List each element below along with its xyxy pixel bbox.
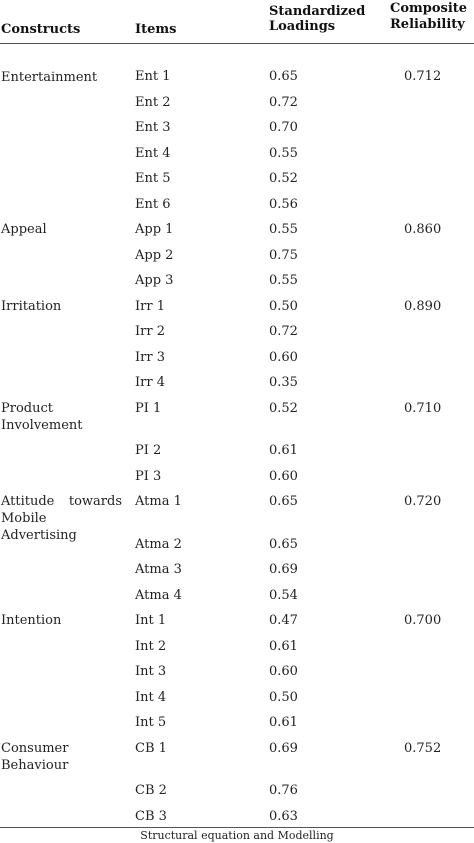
item-label: Irr 2 (135, 324, 165, 339)
header-rule (0, 43, 474, 44)
reliability-value: 0.860 (404, 222, 442, 237)
reliability-value: 0.710 (404, 401, 442, 416)
loading-value: 0.55 (269, 222, 298, 237)
construct-entertainment: Entertainment (1, 70, 98, 85)
reliability-value: 0.890 (404, 299, 442, 314)
item-label: Int 3 (135, 664, 167, 679)
construct-name-line (1, 493, 122, 510)
header-items: Items (135, 22, 177, 37)
item-label: App 2 (135, 248, 174, 263)
construct-word: Attitude (1, 494, 55, 509)
table-caption: Structural equation and Modelling (140, 829, 334, 842)
item-label: CB 2 (135, 783, 167, 798)
item-label: PI 3 (135, 469, 162, 484)
loading-value: 0.61 (269, 443, 298, 458)
item-label: Irr 3 (135, 350, 165, 365)
loading-value: 0.65 (269, 537, 298, 552)
item-label: CB 3 (135, 809, 167, 824)
item-label: Atma 4 (135, 588, 182, 603)
item-label: Atma 3 (135, 562, 182, 577)
construct-intention: Intention (1, 613, 62, 628)
loading-value: 0.72 (269, 324, 298, 339)
item-label: Ent 4 (135, 146, 171, 161)
construct-name-line: Consumer (1, 741, 69, 756)
item-label: Int 2 (135, 639, 167, 654)
loading-value: 0.60 (269, 350, 298, 365)
item-label: Int 4 (135, 690, 167, 705)
construct-name-line: Involvement (1, 418, 83, 433)
item-label: Atma 2 (135, 537, 182, 552)
loading-value: 0.55 (269, 146, 298, 161)
reliability-value: 0.752 (404, 741, 442, 756)
reliability-value: 0.720 (404, 494, 442, 509)
loading-value: 0.69 (269, 741, 298, 756)
loading-value: 0.76 (269, 783, 298, 798)
loading-value: 0.65 (269, 69, 298, 84)
item-label: Int 5 (135, 715, 167, 730)
construct-product-involvement (1, 400, 122, 434)
item-label: Atma 1 (135, 494, 182, 509)
item-label: Int 1 (135, 613, 167, 628)
item-label: Ent 3 (135, 120, 171, 135)
loading-value: 0.69 (269, 562, 298, 577)
item-label: PI 2 (135, 443, 162, 458)
item-label: App 1 (135, 222, 174, 237)
construct-consumer-behaviour (1, 740, 122, 774)
loading-value: 0.55 (269, 273, 298, 288)
item-label: Ent 6 (135, 197, 171, 212)
item-label: CB 1 (135, 741, 167, 756)
construct-name-line: Mobile Advertising (1, 511, 77, 543)
loading-value: 0.61 (269, 715, 298, 730)
loading-value: 0.35 (269, 375, 298, 390)
reliability-value: 0.712 (404, 69, 442, 84)
loading-value: 0.61 (269, 639, 298, 654)
header-loadings-line2: Loadings (269, 19, 336, 34)
loading-value: 0.75 (269, 248, 298, 263)
header-loadings-line1: Standardized (269, 4, 366, 19)
construct-word: towards (68, 494, 122, 509)
construct-appeal: Appeal (1, 222, 47, 237)
loading-value: 0.60 (269, 664, 298, 679)
construct-name-line: Behaviour (1, 758, 69, 773)
loading-value: 0.50 (269, 299, 298, 314)
construct-name-line: Product (1, 401, 53, 416)
loading-value: 0.54 (269, 588, 298, 603)
header-constructs: Constructs (1, 22, 81, 37)
loading-value: 0.65 (269, 494, 298, 509)
construct-irritation: Irritation (1, 299, 62, 314)
loading-value: 0.47 (269, 613, 298, 628)
table-bottom-rule (0, 827, 474, 828)
item-label: Irr 1 (135, 299, 165, 314)
construct-attitude-mobile-advertising (1, 493, 122, 544)
loading-value: 0.72 (269, 95, 298, 110)
item-label: Ent 1 (135, 69, 171, 84)
item-label: App 3 (135, 273, 174, 288)
loading-value: 0.52 (269, 401, 298, 416)
loading-value: 0.70 (269, 120, 298, 135)
header-reliability-line2: Reliability (390, 17, 465, 32)
loading-value: 0.60 (269, 469, 298, 484)
loading-value: 0.56 (269, 197, 298, 212)
header-reliability-line1: Composite (390, 1, 468, 16)
loading-value: 0.50 (269, 690, 298, 705)
loading-value: 0.63 (269, 809, 298, 824)
item-label: Ent 5 (135, 171, 171, 186)
item-label: Ent 2 (135, 95, 171, 110)
item-label: PI 1 (135, 401, 162, 416)
reliability-value: 0.700 (404, 613, 442, 628)
item-label: Irr 4 (135, 375, 165, 390)
loading-value: 0.52 (269, 171, 298, 186)
